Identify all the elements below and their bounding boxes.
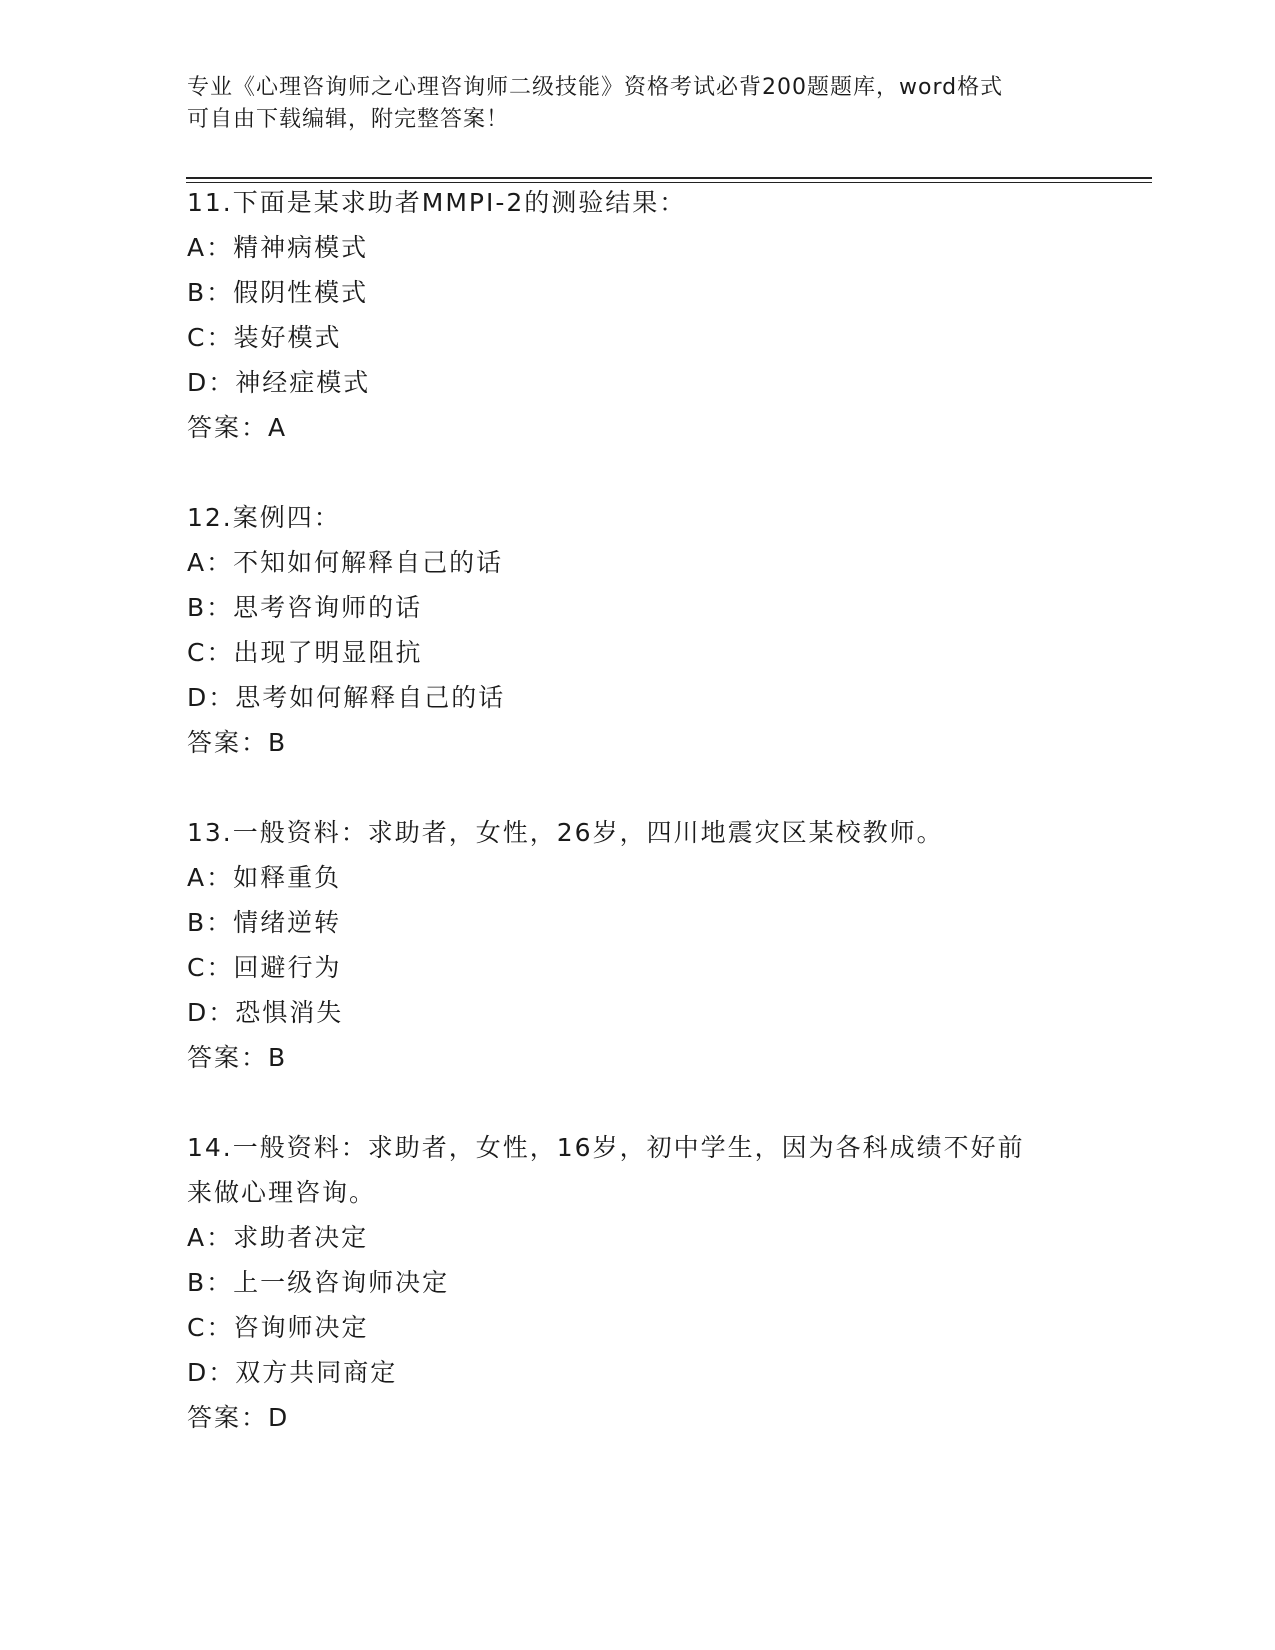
answer: 答案：B bbox=[187, 728, 288, 757]
option-d: D：恐惧消失 bbox=[187, 998, 344, 1027]
option-d: D：思考如何解释自己的话 bbox=[187, 683, 506, 712]
question-stem: 13.一般资料：求助者，女性，26岁，四川地震灾区某校教师。 bbox=[187, 818, 944, 847]
header-line-2: 可自由下载编辑，附完整答案！ bbox=[187, 107, 510, 132]
option-c: C：出现了明显阻抗 bbox=[187, 638, 423, 667]
option-c: C：咨询师决定 bbox=[187, 1313, 369, 1342]
question-14 bbox=[187, 1125, 1187, 1440]
question-12 bbox=[187, 495, 1187, 765]
answer: 答案：A bbox=[187, 413, 288, 442]
option-a: A：如释重负 bbox=[187, 863, 342, 892]
question-stem-line-1: 14.一般资料：求助者，女性，16岁，初中学生，因为各科成绩不好前 bbox=[187, 1133, 1025, 1162]
option-b: B：思考咨询师的话 bbox=[187, 593, 423, 622]
question-11 bbox=[187, 180, 1187, 450]
option-a: A：精神病模式 bbox=[187, 233, 369, 262]
option-c: C：装好模式 bbox=[187, 323, 342, 352]
option-c: C：回避行为 bbox=[187, 953, 342, 982]
option-d: D：双方共同商定 bbox=[187, 1358, 398, 1387]
question-stem: 11.下面是某求助者MMPI-2的测验结果： bbox=[187, 188, 687, 217]
question-stem-line-2: 来做心理咨询。 bbox=[187, 1178, 377, 1207]
header-line-1: 专业《心理咨询师之心理咨询师二级技能》资格考试必背200题题库，word格式 bbox=[187, 75, 1004, 100]
option-b: B：上一级咨询师决定 bbox=[187, 1268, 450, 1297]
option-b: B：假阴性模式 bbox=[187, 278, 369, 307]
document-header bbox=[187, 72, 1087, 136]
question-13 bbox=[187, 810, 1187, 1080]
question-stem: 12.案例四： bbox=[187, 503, 341, 532]
option-a: A：不知如何解释自己的话 bbox=[187, 548, 504, 577]
answer: 答案：B bbox=[187, 1043, 288, 1072]
option-a: A：求助者决定 bbox=[187, 1223, 369, 1252]
answer: 答案：D bbox=[187, 1403, 290, 1432]
option-b: B：情绪逆转 bbox=[187, 908, 342, 937]
option-d: D：神经症模式 bbox=[187, 368, 371, 397]
